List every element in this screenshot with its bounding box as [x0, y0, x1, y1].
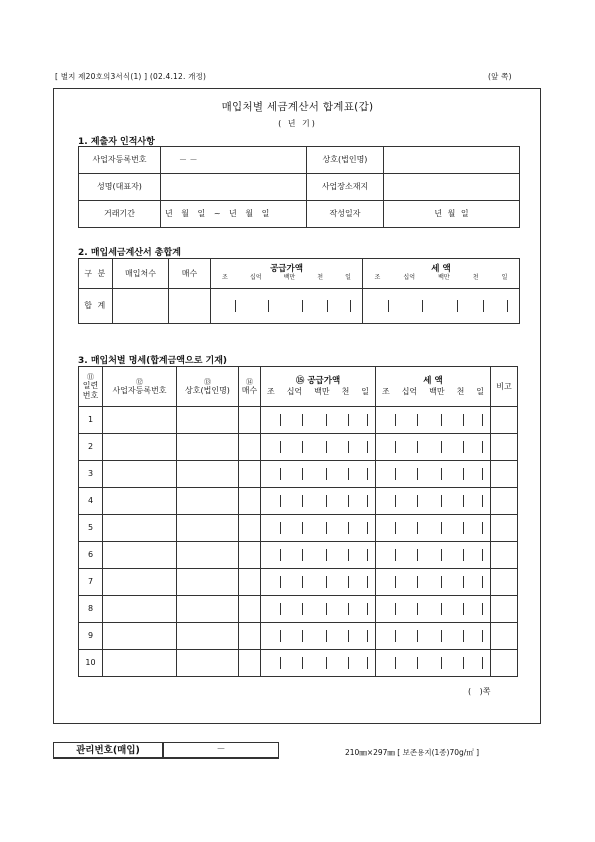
unit-jo: 조 [266, 386, 275, 396]
row-serial: 9 [79, 623, 103, 650]
row-supply-field[interactable] [261, 569, 376, 596]
total-partner-count-field[interactable] [113, 289, 169, 324]
sheets-col-label: 매수 [241, 385, 258, 395]
unit-il: 일 [345, 274, 351, 282]
rep-name-label: 성명(대표자) [79, 174, 161, 201]
submitter-info-table [78, 146, 520, 228]
trade-name-label: 상호(법인명) [307, 147, 384, 174]
total-tax-field[interactable] [363, 289, 520, 324]
row-trade-name-field[interactable] [177, 488, 239, 515]
row-tax-field[interactable] [376, 488, 491, 515]
row-serial: 3 [79, 461, 103, 488]
unit-cheon: 천 [341, 386, 350, 396]
tax-amount-label: 세 액 [431, 263, 451, 274]
row-note-field[interactable] [491, 488, 518, 515]
unit-cheon: 천 [472, 274, 479, 282]
table-row [79, 515, 518, 542]
year-period-line: ( 년 기) [278, 119, 317, 128]
row-biz-reg-field[interactable] [103, 569, 177, 596]
row-trade-name-field[interactable] [177, 650, 239, 677]
supply-header [261, 377, 375, 387]
table-row [79, 461, 518, 488]
circled-11: ⑪ [87, 373, 94, 382]
trade-name-field[interactable] [384, 147, 520, 174]
row-tax-field[interactable] [376, 569, 491, 596]
row-serial: 7 [79, 569, 103, 596]
row-biz-reg-field[interactable] [103, 542, 177, 569]
row-sheets-field[interactable] [239, 407, 261, 434]
biz-reg-label: 사업자등록번호 [79, 147, 161, 174]
mgmt-number-label: 관리번호(매입) [54, 743, 164, 757]
row-trade-name-field[interactable] [177, 515, 239, 542]
partner-detail-table [78, 366, 518, 677]
supply-col-label: 공급가액 [307, 376, 341, 387]
serial-label: 일련 번호 [82, 381, 99, 400]
row-sheets-field[interactable] [239, 461, 261, 488]
col-note: 비고 [491, 367, 518, 407]
table-row [79, 623, 518, 650]
row-note-field[interactable] [491, 407, 518, 434]
table-row [79, 407, 518, 434]
unit-sipeok: 십억 [286, 386, 303, 396]
row-note-field[interactable] [491, 461, 518, 488]
table-row [79, 488, 518, 515]
row-supply-field[interactable] [261, 461, 376, 488]
rep-name-field[interactable] [161, 174, 307, 201]
form-reference: [ 별지 제20호의3서식(1) ] (02.4.12. 개정) [55, 72, 207, 81]
unit-jo: 조 [374, 274, 381, 282]
unit-jo: 조 [222, 274, 228, 282]
unit-baekman: 백만 [314, 386, 330, 396]
row-trade-name-field[interactable] [177, 596, 239, 623]
row-serial: 10 [79, 650, 103, 677]
row-sheets-field[interactable] [239, 623, 261, 650]
unit-sipeok: 십억 [401, 386, 418, 396]
row-supply-field[interactable] [261, 434, 376, 461]
unit-jo: 조 [381, 386, 390, 396]
paper-spec: 210㎜×297㎜ [ 보존용지(1종)70g/㎡ ] [345, 748, 480, 757]
row-serial: 6 [79, 542, 103, 569]
row-tax-field[interactable] [376, 623, 491, 650]
row-sheets-field[interactable] [239, 650, 261, 677]
unit-il: 일 [361, 386, 369, 396]
unit-baekman: 백만 [283, 274, 296, 282]
col-sheets [239, 367, 261, 407]
row-supply-field[interactable] [261, 650, 376, 677]
address-label: 사업장소재지 [307, 174, 384, 201]
supply-units [261, 387, 375, 396]
table-row [79, 596, 518, 623]
row-trade-name-field[interactable] [177, 461, 239, 488]
tax-col-label: 세 액 [423, 376, 443, 387]
row-tax-field[interactable] [376, 650, 491, 677]
row-serial: 1 [79, 407, 103, 434]
col-supply-amount [211, 259, 363, 289]
row-biz-reg-field[interactable] [103, 623, 177, 650]
mgmt-number-value: － [216, 745, 226, 755]
date-label: 작성일자 [307, 201, 384, 228]
row-serial: 2 [79, 434, 103, 461]
row-tax-field[interactable] [376, 542, 491, 569]
row-supply-field[interactable] [261, 596, 376, 623]
date-field[interactable] [384, 201, 520, 228]
row-supply-field[interactable] [261, 407, 376, 434]
col-supply-amount [261, 367, 376, 407]
row-serial: 5 [79, 515, 103, 542]
mgmt-number-field[interactable] [164, 743, 278, 757]
section2-heading: 2. 매입세금계산서 총합계 [78, 248, 181, 258]
address-field[interactable] [384, 174, 520, 201]
row-serial: 4 [79, 488, 103, 515]
row-note-field[interactable] [491, 650, 518, 677]
page-number-mark: ( )쪽 [468, 687, 491, 696]
row-biz-reg-field[interactable] [103, 650, 177, 677]
row-supply-field[interactable] [261, 515, 376, 542]
row-sheets-field[interactable] [239, 488, 261, 515]
col-serial [79, 367, 103, 407]
col-partner-count: 매입처수 [113, 259, 169, 289]
page-side-label: (앞 쪽) [488, 72, 512, 81]
row-tax-field[interactable] [376, 461, 491, 488]
table-row [79, 434, 518, 461]
row-sheets-field[interactable] [239, 596, 261, 623]
row-sheets-field[interactable] [239, 569, 261, 596]
mgmt-number-box [53, 742, 279, 759]
row-biz-reg-field[interactable] [103, 596, 177, 623]
biz-reg-col-label: 사업자등록번호 [112, 385, 167, 395]
section1-heading: 1. 제출자 인적사항 [78, 137, 155, 147]
row-total-label: 합 계 [79, 289, 113, 324]
row-tax-field[interactable] [376, 596, 491, 623]
row-sheets-field[interactable] [239, 515, 261, 542]
biz-reg-field[interactable] [161, 147, 307, 174]
biz-reg-value: － － [179, 155, 198, 165]
unit-il: 일 [476, 386, 484, 396]
period-field[interactable] [161, 201, 307, 228]
row-trade-name-field[interactable] [177, 434, 239, 461]
row-trade-name-field[interactable] [177, 569, 239, 596]
circled-12: ⑫ [136, 377, 143, 386]
unit-sipeok: 십억 [403, 274, 415, 282]
row-note-field[interactable] [491, 569, 518, 596]
unit-cheon: 천 [456, 386, 465, 396]
circled-15: ⑮ [295, 376, 305, 387]
row-biz-reg-field[interactable] [103, 407, 177, 434]
col-tax-amount [363, 259, 520, 289]
period-label: 거래기간 [79, 201, 161, 228]
unit-il: 일 [501, 274, 508, 282]
row-note-field[interactable] [491, 623, 518, 650]
tax-units [363, 274, 519, 282]
date-value: 년 월 일 [434, 209, 469, 219]
row-biz-reg-field[interactable] [103, 434, 177, 461]
form-title: 매입처별 세금계산서 합계표(갑) [221, 101, 374, 113]
tax-units [376, 387, 490, 396]
unit-cheon: 천 [317, 274, 324, 282]
period-value: 년 월 일 ~ 년 월 일 [165, 209, 270, 219]
trade-name-col-label: 상호(법인명) [185, 385, 230, 395]
row-note-field[interactable] [491, 515, 518, 542]
row-tax-field[interactable] [376, 407, 491, 434]
col-division: 구 분 [79, 259, 113, 289]
circled-13: ⑬ [204, 377, 211, 386]
row-supply-field[interactable] [261, 623, 376, 650]
row-serial: 8 [79, 596, 103, 623]
col-biz-reg [103, 367, 177, 407]
total-summary-table [78, 258, 520, 324]
row-biz-reg-field[interactable] [103, 488, 177, 515]
row-biz-reg-field[interactable] [103, 515, 177, 542]
row-note-field[interactable] [491, 542, 518, 569]
table-row [79, 569, 518, 596]
row-tax-field[interactable] [376, 434, 491, 461]
row-supply-field[interactable] [261, 488, 376, 515]
table-row [79, 542, 518, 569]
row-biz-reg-field[interactable] [103, 461, 177, 488]
col-sheets: 매수 [169, 259, 211, 289]
row-supply-field[interactable] [261, 542, 376, 569]
unit-sipeok: 십억 [249, 274, 262, 282]
unit-baekman: 백만 [429, 386, 445, 396]
row-trade-name-field[interactable] [177, 542, 239, 569]
detail-rows [79, 407, 518, 677]
supply-units [211, 274, 362, 282]
section3-heading: 3. 매입처별 명세(합계금액으로 기재) [78, 356, 228, 366]
row-trade-name-field[interactable] [177, 623, 239, 650]
table-row [79, 650, 518, 677]
unit-baekman: 백만 [438, 274, 450, 282]
circled-14: ⑭ [246, 377, 253, 386]
col-trade-name [177, 367, 239, 407]
row-note-field[interactable] [491, 434, 518, 461]
row-sheets-field[interactable] [239, 434, 261, 461]
row-trade-name-field[interactable] [177, 407, 239, 434]
row-note-field[interactable] [491, 596, 518, 623]
col-tax-amount [376, 367, 491, 407]
supply-amount-label: 공급가액 [270, 263, 303, 274]
total-supply-field[interactable] [211, 289, 363, 324]
row-sheets-field[interactable] [239, 542, 261, 569]
row-tax-field[interactable] [376, 515, 491, 542]
total-sheets-field[interactable] [169, 289, 211, 324]
